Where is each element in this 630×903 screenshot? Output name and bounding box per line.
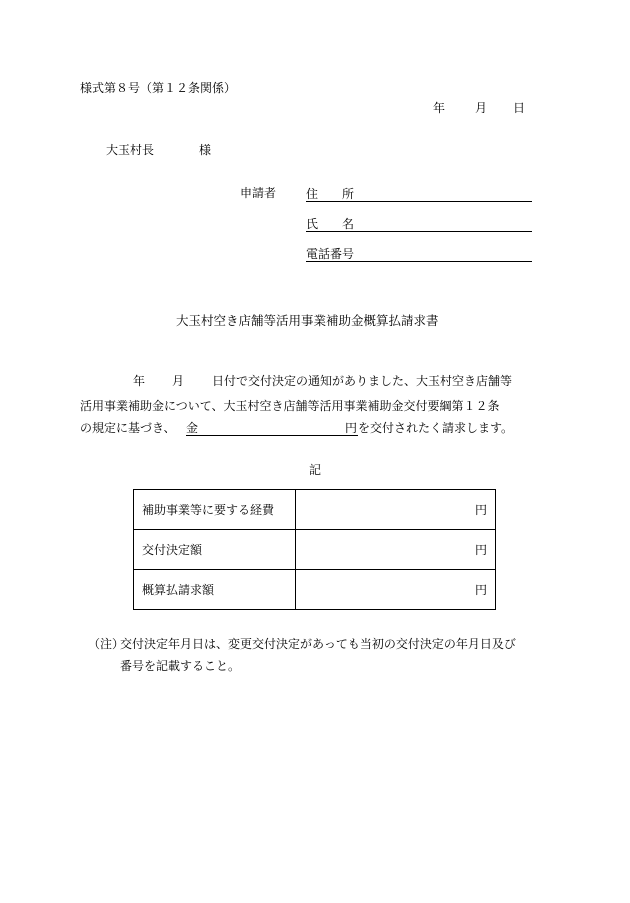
body-year: 年 [133, 374, 146, 388]
body-line1: 日付で交付決定の通知がありました、大玉村空き店舗等 [212, 374, 513, 388]
table-row [134, 570, 496, 610]
table-row [134, 530, 496, 570]
amount-unit: 円 [345, 421, 358, 435]
table-row [134, 490, 496, 530]
row-label-requested-amount: 概算払請求額 [134, 570, 296, 610]
row-value-requested-amount[interactable]: 円 [296, 570, 496, 610]
body-month: 月 [172, 374, 185, 388]
note-prefix: （注） [88, 637, 125, 651]
phone-field-line[interactable] [306, 261, 532, 262]
row-value-decided-amount[interactable]: 円 [296, 530, 496, 570]
address-label: 住 所 [306, 187, 355, 201]
date-month-label: 月 [475, 101, 488, 115]
applicant-label: 申請者 [240, 186, 277, 200]
name-field-line[interactable] [306, 231, 532, 232]
body-line2: 活用事業補助金について、大玉村空き店舗等活用事業補助金交付要綱第１２条 [80, 399, 500, 413]
name-label: 氏 名 [306, 217, 355, 231]
address-field-line[interactable] [306, 201, 532, 202]
form-number: 様式第８号（第１２条関係） [80, 81, 237, 95]
phone-label: 電話番号 [306, 247, 355, 261]
amount-field-line[interactable] [186, 435, 358, 436]
date-day-label: 日 [513, 101, 526, 115]
row-label-decided-amount: 交付決定額 [134, 530, 296, 570]
date-year-label: 年 [433, 101, 446, 115]
amount-table [133, 489, 496, 610]
note-line2: 番号を記載すること。 [120, 659, 241, 673]
addressee-name: 大玉村長 [106, 143, 155, 157]
ki-heading: 記 [309, 463, 322, 477]
note-line1: 交付決定年月日は、変更交付決定があっても当初の交付決定の年月日及び [120, 637, 516, 651]
row-value-expenses[interactable]: 円 [296, 490, 496, 530]
amount-prefix: 金 [186, 421, 199, 435]
body-line3-suffix: を交付されたく請求します。 [358, 421, 514, 435]
addressee-honorific: 様 [199, 143, 212, 157]
row-label-expenses: 補助事業等に要する経費 [134, 490, 296, 530]
document-title: 大玉村空き店舗等活用事業補助金概算払請求書 [176, 313, 439, 328]
body-line3-prefix: の規定に基づき、 [80, 421, 176, 435]
